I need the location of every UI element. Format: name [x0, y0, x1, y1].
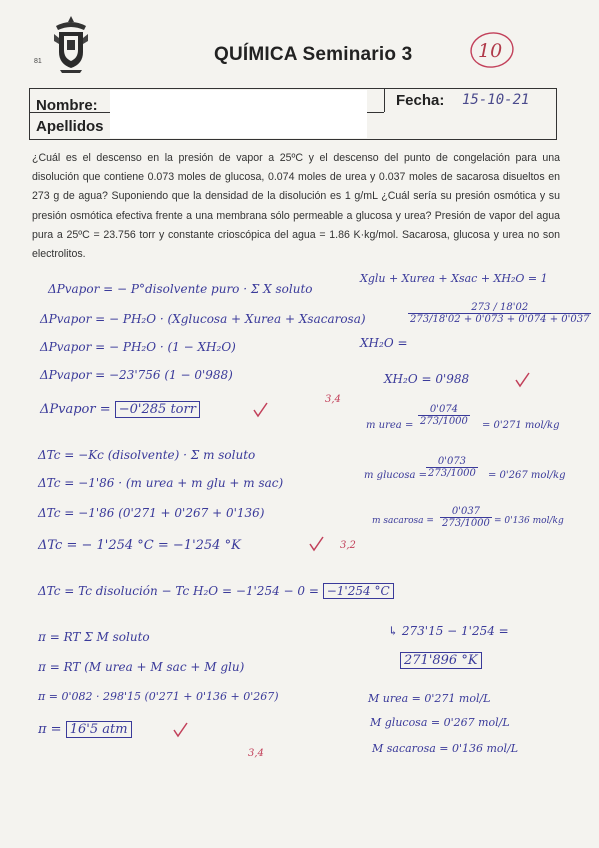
check-mark-icon	[514, 372, 530, 388]
vapor-result-box: −0'285 torr	[115, 401, 200, 418]
m-glucosa-denominator: 273/1000	[428, 468, 476, 479]
vapor-line-1: ΔPvapor = − P°disolvente puro · Σ X soluto	[48, 282, 313, 296]
kelvin-result-box: 271'896 °K	[400, 652, 482, 669]
x-h2o-label: XH₂O =	[360, 336, 408, 350]
m-urea-label: m urea =	[366, 420, 414, 431]
vapor-score: 3,4	[325, 394, 341, 405]
freezing-line-4: ΔTc = − 1'254 °C = −1'254 °K	[38, 538, 241, 553]
kelvin-line: ↳ 273'15 − 1'254 =	[388, 624, 509, 638]
check-mark-icon	[172, 722, 188, 738]
namebox-vertical-divider	[384, 88, 385, 112]
freezing-score: 3,2	[340, 540, 356, 551]
vapor-result-prefix: ΔPvapor =	[40, 402, 111, 417]
freezing-line-2: ΔTc = −1'86 · (m urea + m glu + m sac)	[38, 476, 284, 490]
tc-line-text: ΔTc = Tc disolución − Tc H₂O = −1'254 − 0 =	[38, 584, 319, 598]
freezing-line-3: ΔTc = −1'86 (0'271 + 0'267 + 0'136)	[38, 506, 265, 520]
check-mark-icon	[252, 402, 268, 418]
tc-line	[38, 584, 394, 598]
molarity-glucosa: M glucosa = 0'267 mol/L	[370, 716, 510, 729]
m-glucosa-fraction	[426, 456, 478, 479]
university-crest-icon	[50, 14, 92, 74]
question-text: ¿Cuál es el descenso en la presión de vapor a 25ºC y el descenso del punto de congelación para una disolución que contiene 0.073 moles de glucosa, 0.074 moles de urea y 0.037 moles de sacarosa disueltos en 273 g de agua? Suponiendo que la densidad de la disolución es 1 g/mL ¿Cuál sería su presión osmótica y su presión osmótica efectiva frente a una membrana sólo permeable a glucosa y urea? Presión de vapor del agua pura a 25ºC = 23.756 torr y constante crioscópica del agua = 1.86 K·kg/mol. Sacarosa, glucosa y urea no son electrolitos.	[32, 152, 560, 261]
osmotic-line-2: π = RT (M urea + M sac + M glu)	[38, 660, 245, 674]
x-h2o-result: XH₂O = 0'988	[384, 372, 470, 386]
mole-fraction-sum: Xglu + Xurea + Xsac + XH₂O = 1	[360, 272, 548, 285]
m-urea-numerator: 0'074	[418, 404, 470, 416]
vapor-line-4: ΔPvapor = −23'756 (1 − 0'988)	[40, 368, 233, 382]
osmotic-result-box: 16'5 atm	[66, 721, 132, 738]
x-h2o-numerator: 273 / 18'02	[408, 302, 591, 314]
x-h2o-denominator: 273/18'02 + 0'073 + 0'074 + 0'037	[410, 314, 590, 325]
vapor-line-3: ΔPvapor = − PH₂O · (1 − XH₂O)	[40, 340, 236, 354]
osmotic-result-prefix: π =	[38, 722, 62, 737]
grade-value: 10	[478, 40, 503, 62]
molarity-urea: M urea = 0'271 mol/L	[368, 692, 491, 705]
tc-result-box: −1'254 °C	[323, 583, 394, 599]
osmotic-line-1: π = RT Σ M soluto	[38, 630, 150, 644]
molarity-sacarosa: M sacarosa = 0'136 mol/L	[372, 742, 519, 755]
fecha-value: 15-10-21	[462, 92, 530, 108]
freezing-line-1: ΔTc = −Kc (disolvente) · Σ m soluto	[38, 448, 256, 462]
osmotic-result-line	[38, 722, 132, 737]
m-sacarosa-denominator: 273/1000	[442, 518, 490, 529]
page-title: QUÍMICA Seminario 3	[214, 44, 413, 65]
m-glucosa-numerator: 0'073	[426, 456, 478, 468]
m-glucosa-label: m glucosa =	[364, 470, 427, 481]
check-mark-icon	[308, 536, 324, 552]
fecha-label: Fecha:	[396, 92, 445, 109]
m-sacarosa-result: = 0'136 mol/kg	[494, 516, 564, 526]
apellidos-label: Apellidos	[36, 118, 104, 135]
m-urea-denominator: 273/1000	[420, 416, 468, 427]
osmotic-line-3: π = 0'082 · 298'15 (0'271 + 0'136 + 0'267)	[38, 690, 279, 703]
m-sacarosa-fraction	[440, 506, 492, 529]
name-redaction	[110, 90, 367, 138]
osmotic-score: 3,4	[248, 748, 264, 759]
m-urea-fraction	[418, 404, 470, 427]
nombre-label: Nombre:	[36, 97, 98, 114]
x-h2o-fraction	[408, 302, 591, 325]
m-urea-result: = 0'271 mol/kg	[482, 420, 560, 431]
m-glucosa-result: = 0'267 mol/kg	[488, 470, 566, 481]
page-number: 81	[34, 58, 42, 65]
vapor-line-2: ΔPvapor = − PH₂O · (Xglucosa + Xurea + Xsacarosa)	[40, 312, 366, 326]
m-sacarosa-label: m sacarosa =	[372, 516, 434, 526]
m-sacarosa-numerator: 0'037	[440, 506, 492, 518]
vapor-result-line	[40, 402, 200, 417]
